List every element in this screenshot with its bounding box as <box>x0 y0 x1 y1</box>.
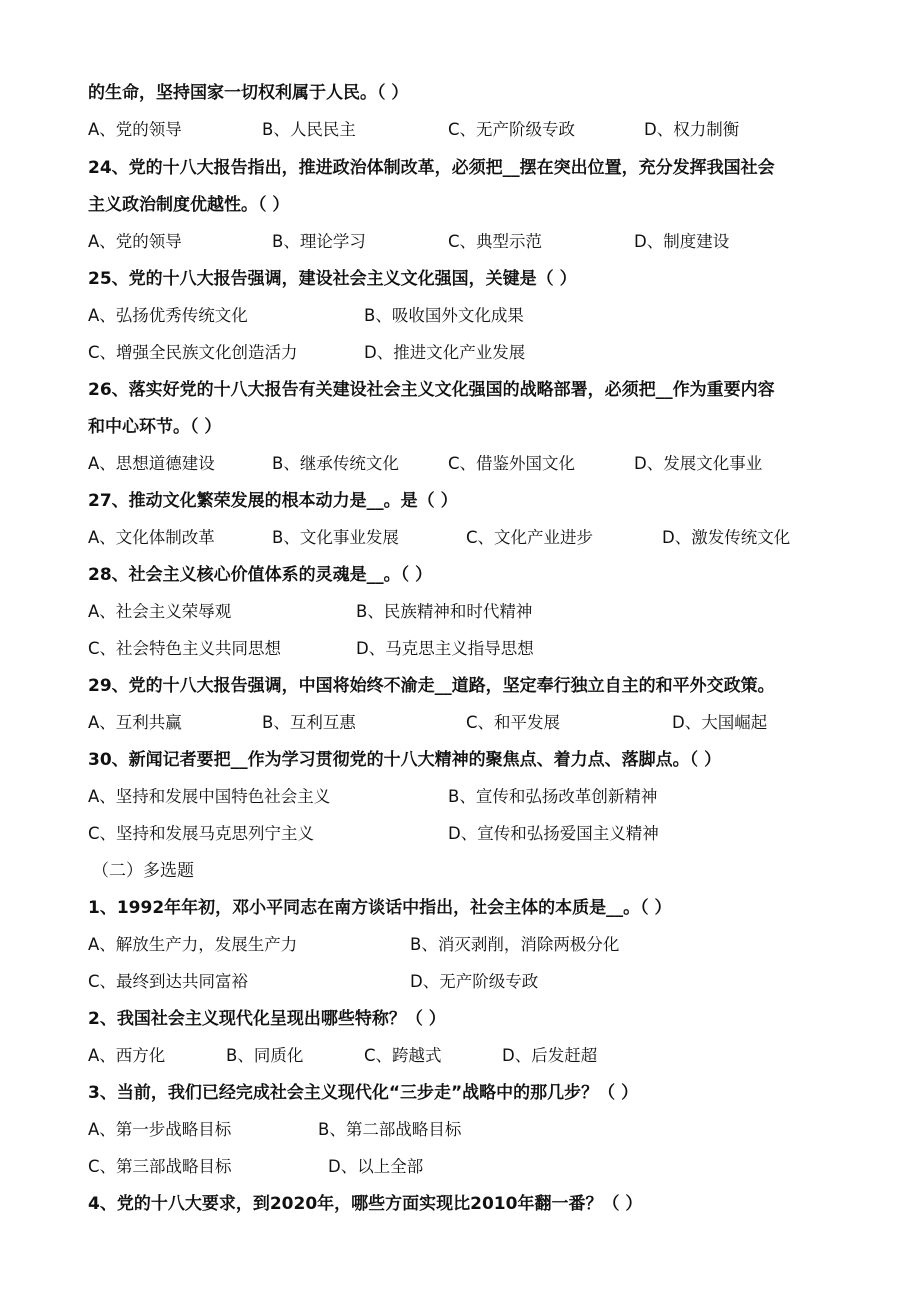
option-a: A、党的领导 <box>88 232 182 251</box>
option-d: D、以上全部 <box>328 1157 424 1176</box>
option-b: B、人民民主 <box>262 120 356 139</box>
option-b: B、消灭剥削，消除两极分化 <box>410 935 620 954</box>
option-c: C、无产阶级专政 <box>448 120 576 139</box>
option-d: D、权力制衡 <box>644 120 740 139</box>
option-c: C、第三部战略目标 <box>88 1157 232 1176</box>
option-b: B、理论学习 <box>272 232 366 251</box>
option-b: B、宣传和弘扬改革创新精神 <box>448 787 658 806</box>
option-c: C、典型示范 <box>448 232 543 251</box>
option-d: D、发展文化事业 <box>634 454 763 473</box>
option-c: C、和平发展 <box>466 713 561 732</box>
question-text: 1、1992年年初，邓小平同志在南方谈话中指出，社会主体的本质是__。（ ） <box>88 898 672 918</box>
question-text: 29、党的十八大报告强调，中国将始终不渝走__道路，坚定奉行独立自主的和平外交政策。 <box>88 676 775 696</box>
option-c: C、文化产业进步 <box>466 528 594 547</box>
question-text: 主义政治制度优越性。（ ） <box>88 195 290 215</box>
option-c: C、坚持和发展马克思列宁主义 <box>88 824 315 843</box>
option-d: D、马克思主义指导思想 <box>356 639 534 658</box>
option-a: A、互利共赢 <box>88 713 182 732</box>
option-a: A、解放生产力，发展生产力 <box>88 935 298 954</box>
option-c: C、跨越式 <box>364 1046 442 1065</box>
option-d: D、宣传和弘扬爱国主义精神 <box>448 824 659 843</box>
option-a: A、文化体制改革 <box>88 528 215 547</box>
question-text: 28、社会主义核心价值体系的灵魂是__。（ ） <box>88 565 433 585</box>
question-text: 26、落实好党的十八大报告有关建设社会主义文化强国的战略部署，必须把__作为重要内容 <box>88 380 775 400</box>
option-d: D、制度建设 <box>634 232 730 251</box>
option-a: A、社会主义荣辱观 <box>88 602 232 621</box>
question-text: 30、新闻记者要把__作为学习贯彻党的十八大精神的聚焦点、着力点、落脚点。（ ） <box>88 750 722 770</box>
section-heading: （二）多选题 <box>92 861 194 881</box>
option-a: A、第一步战略目标 <box>88 1120 232 1139</box>
option-b: B、文化事业发展 <box>272 528 399 547</box>
question-text: 4、党的十八大要求，到2020年，哪些方面实现比2010年翻一番？（ ） <box>88 1194 643 1214</box>
option-d: D、激发传统文化 <box>662 528 791 547</box>
option-c: C、借鉴外国文化 <box>448 454 576 473</box>
option-b: B、继承传统文化 <box>272 454 399 473</box>
option-b: B、民族精神和时代精神 <box>356 602 533 621</box>
option-a: A、思想道德建设 <box>88 454 215 473</box>
question-text: 24、党的十八大报告指出，推进政治体制改革，必须把__摆在突出位置，充分发挥我国社会 <box>88 158 775 178</box>
question-text: 27、推动文化繁荣发展的根本动力是__。是（ ） <box>88 491 458 511</box>
option-a: A、西方化 <box>88 1046 166 1065</box>
option-c: C、增强全民族文化创造活力 <box>88 343 298 362</box>
option-c: C、社会特色主义共同思想 <box>88 639 282 658</box>
option-c: C、最终到达共同富裕 <box>88 972 249 991</box>
option-d: D、大国崛起 <box>672 713 768 732</box>
question-text: 和中心环节。（ ） <box>88 417 222 437</box>
option-b: B、第二部战略目标 <box>318 1120 462 1139</box>
question-text: 2、我国社会主义现代化呈现出哪些特称？（ ） <box>88 1009 446 1029</box>
option-b: B、同质化 <box>226 1046 304 1065</box>
option-b: B、互利互惠 <box>262 713 356 732</box>
option-a: A、党的领导 <box>88 120 182 139</box>
option-a: A、弘扬优秀传统文化 <box>88 306 248 325</box>
question-text: 的生命，坚持国家一切权利属于人民。（ ） <box>88 83 409 103</box>
question-text: 3、当前，我们已经完成社会主义现代化“三步走”战略中的那几步？（ ） <box>88 1083 639 1103</box>
option-d: D、推进文化产业发展 <box>364 343 526 362</box>
option-d: D、后发赶超 <box>502 1046 598 1065</box>
option-d: D、无产阶级专政 <box>410 972 539 991</box>
option-b: B、吸收国外文化成果 <box>364 306 524 325</box>
option-a: A、坚持和发展中国特色社会主义 <box>88 787 331 806</box>
question-text: 25、党的十八大报告强调，建设社会主义文化强国，关键是（ ） <box>88 269 577 289</box>
